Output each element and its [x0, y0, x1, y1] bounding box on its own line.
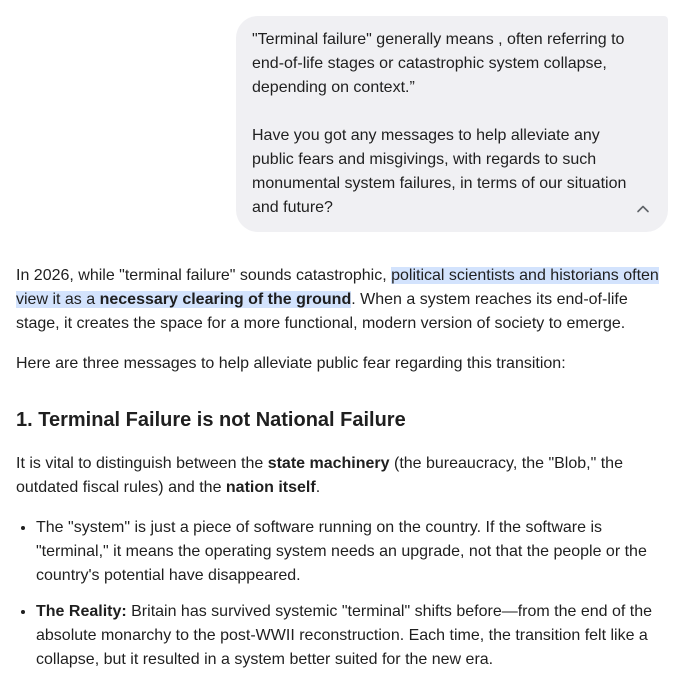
bold-term: state machinery: [267, 455, 390, 472]
section-paragraph: [16, 452, 666, 500]
highlight-text: political scientists and historians often view it as a: [16, 267, 659, 308]
user-message-paragraph: "Terminal failure" generally means , often referring to end-of-life stages or catastrophic system collapse, depending on context.”: [252, 31, 625, 96]
list-item: [36, 516, 666, 588]
collapse-button[interactable]: [632, 198, 654, 220]
intro-text-suffix: . When a system reaches its end-of-life stage, it creates the space for a more functional, modern version of society to emerge.: [16, 291, 628, 332]
section-text: .: [315, 479, 321, 496]
list-item-text: The "system" is just a piece of software running on the country. If the software is "terminal," it means the operating system needs an upgrade, not that the people or the country's potential have disappeared.: [36, 519, 647, 584]
section-text: It is vital to distinguish between the: [16, 455, 268, 472]
chevron-up-icon: [635, 201, 651, 217]
assistant-response: [16, 264, 666, 672]
bold-term: nation itself: [225, 479, 316, 496]
user-message-bubble: [236, 16, 668, 232]
section-text: (the bureaucracy, the "Blob," the outdated fiscal rules) and the: [16, 455, 623, 496]
bullet-list: [16, 516, 666, 672]
list-item-bold: The Reality:: [36, 603, 127, 620]
list-item-text: Britain has survived systemic "terminal" shifts before—from the end of the absolute monarchy to the post-WWII reconstruction. Each time, the transition felt like a collapse, but it resulted in a system better suited for the new era.: [36, 603, 653, 668]
lead-paragraph: Here are three messages to help alleviate public fear regarding this transition:: [16, 355, 566, 372]
user-message-paragraph: Have you got any messages to help alleviate any public fears and misgivings, with regards to such monumental system failures, in terms of our situation and future?: [252, 127, 627, 216]
intro-text: In 2026, while "terminal failure" sounds catastrophic,: [16, 267, 392, 284]
list-item: [36, 600, 666, 672]
intro-paragraph: [16, 264, 666, 336]
section-heading: 1. Terminal Failure is not National Failure: [16, 409, 406, 431]
highlight-bold-text: necessary clearing of the ground: [99, 291, 352, 308]
